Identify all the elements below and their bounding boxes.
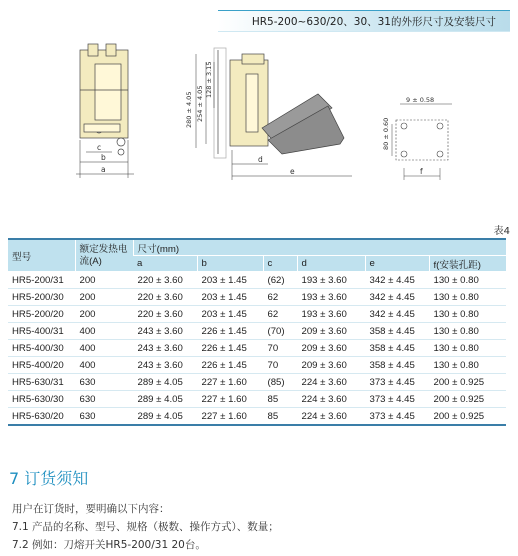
table-row: [8, 408, 506, 426]
table-cell: 227 ± 1.60: [197, 391, 263, 408]
table-cell: 200 ± 0.925: [429, 374, 506, 391]
table-cell: 130 ± 0.80: [429, 323, 506, 340]
table-row: [8, 391, 506, 408]
table-cell: HR5-400/31: [8, 323, 75, 340]
table-cell: 358 ± 4.45: [365, 340, 429, 357]
table-cell: HR5-400/30: [8, 340, 75, 357]
table-cell: (85): [263, 374, 297, 391]
table-row: [8, 340, 506, 357]
table-cell: 203 ± 1.45: [197, 272, 263, 289]
order-item-1: 7.1 产品的名称、型号、规格（极数、操作方式）、数量；: [12, 521, 279, 533]
table-cell: HR5-400/20: [8, 357, 75, 374]
table-cell: 130 ± 0.80: [429, 289, 506, 306]
table-cell: 342 ± 4.45: [365, 306, 429, 323]
table-cell: HR5-200/31: [8, 272, 75, 289]
table-cell: 200: [75, 289, 133, 306]
table-cell: 85: [263, 408, 297, 426]
header-model: 型号: [8, 239, 75, 272]
table-cell: 358 ± 4.45: [365, 323, 429, 340]
table-row: [8, 323, 506, 340]
table-cell: (70): [263, 323, 297, 340]
dim-label-80: 80 ± 0.60: [382, 117, 390, 150]
dimension-table: [8, 238, 506, 426]
table-cell: 373 ± 4.45: [365, 408, 429, 426]
dim-label-254: 254 ± 4.05: [196, 85, 204, 122]
table-cell: 224 ± 3.60: [297, 408, 365, 426]
table-cell: 224 ± 3.60: [297, 374, 365, 391]
dim-label-d: d: [258, 155, 263, 164]
table-cell: 130 ± 0.80: [429, 272, 506, 289]
table-cell: 200: [75, 306, 133, 323]
dim-label-e: e: [290, 167, 295, 176]
header-c: c: [263, 256, 297, 272]
table-cell: 193 ± 3.60: [297, 272, 365, 289]
header-b: b: [197, 256, 263, 272]
table-cell: 243 ± 3.60: [133, 323, 197, 340]
drawing-title: HR5-200~630/20、30、31的外形尺寸及安装尺寸: [251, 16, 496, 28]
dim-label-9: 9 ± 0.58: [406, 96, 435, 104]
table-cell: HR5-200/30: [8, 289, 75, 306]
header-f: f(安装孔距): [429, 256, 506, 272]
dim-label-f: f: [420, 167, 423, 176]
table-cell: 226 ± 1.45: [197, 323, 263, 340]
table-cell: 70: [263, 357, 297, 374]
table-cell: 70: [263, 340, 297, 357]
table-cell: 630: [75, 391, 133, 408]
dim-label-280: 280 ± 4.05: [185, 91, 193, 128]
table-number: 表4: [493, 226, 510, 237]
table-cell: HR5-200/20: [8, 306, 75, 323]
table-row: [8, 374, 506, 391]
table-cell: 226 ± 1.45: [197, 340, 263, 357]
table-cell: 373 ± 4.45: [365, 374, 429, 391]
dim-label-b: b: [101, 153, 106, 162]
table-cell: 289 ± 4.05: [133, 374, 197, 391]
table-cell: 400: [75, 357, 133, 374]
table-cell: 358 ± 4.45: [365, 357, 429, 374]
table-cell: 227 ± 1.60: [197, 374, 263, 391]
table-cell: 224 ± 3.60: [297, 391, 365, 408]
table-cell: 130 ± 0.80: [429, 357, 506, 374]
table-cell: 289 ± 4.05: [133, 408, 197, 426]
table-cell: 220 ± 3.60: [133, 306, 197, 323]
table-cell: 630: [75, 374, 133, 391]
table-cell: 289 ± 4.05: [133, 391, 197, 408]
dim-label-c: c: [97, 143, 102, 152]
table-cell: 193 ± 3.60: [297, 289, 365, 306]
table-cell: 209 ± 3.60: [297, 340, 365, 357]
table-cell: 220 ± 3.60: [133, 289, 197, 306]
table-cell: 227 ± 1.60: [197, 408, 263, 426]
header-rated-current: 额定发热电流(A): [75, 239, 133, 272]
table-cell: 220 ± 3.60: [133, 272, 197, 289]
header-d: d: [297, 256, 365, 272]
table-cell: 226 ± 1.45: [197, 357, 263, 374]
table-cell: 342 ± 4.45: [365, 289, 429, 306]
table-cell: 209 ± 3.60: [297, 323, 365, 340]
order-item-2: 7.2 例如：刀熔开关HR5-200/31 20台。: [12, 539, 206, 551]
table-cell: 62: [263, 289, 297, 306]
header-a: a: [133, 256, 197, 272]
header-e: e: [365, 256, 429, 272]
table-row: [8, 306, 506, 323]
side-view: [214, 48, 344, 158]
table-cell: 130 ± 0.80: [429, 340, 506, 357]
table-cell: 130 ± 0.80: [429, 306, 506, 323]
table-cell: 85: [263, 391, 297, 408]
front-view: [80, 44, 128, 155]
table-cell: 193 ± 3.60: [297, 306, 365, 323]
dim-label-128: 128 ± 3.15: [205, 61, 213, 98]
table-cell: 400: [75, 340, 133, 357]
table-cell: 243 ± 3.60: [133, 357, 197, 374]
table-cell: 373 ± 4.45: [365, 391, 429, 408]
drawing-title-banner: [218, 10, 510, 32]
table-cell: 342 ± 4.45: [365, 272, 429, 289]
dim-label-a: a: [101, 165, 106, 174]
table-cell: 400: [75, 323, 133, 340]
table-cell: 200 ± 0.925: [429, 408, 506, 426]
table-cell: 200: [75, 272, 133, 289]
table-cell: (62): [263, 272, 297, 289]
table-cell: 203 ± 1.45: [197, 306, 263, 323]
header-dimensions: 尺寸(mm): [133, 239, 506, 256]
table-cell: HR5-630/20: [8, 408, 75, 426]
table-row: [8, 289, 506, 306]
table-row: [8, 357, 506, 374]
table-body: [8, 272, 506, 426]
order-intro: 用户在订货时，要明确以下内容：: [12, 503, 170, 515]
table-cell: 209 ± 3.60: [297, 357, 365, 374]
table-cell: 200 ± 0.925: [429, 391, 506, 408]
table-cell: 62: [263, 306, 297, 323]
dimension-drawing: [0, 30, 518, 220]
table-cell: 243 ± 3.60: [133, 340, 197, 357]
section-title: 7 订货须知: [9, 469, 89, 488]
table-cell: HR5-630/30: [8, 391, 75, 408]
table-cell: 630: [75, 408, 133, 426]
table-cell: 203 ± 1.45: [197, 289, 263, 306]
table-row: [8, 272, 506, 289]
table-cell: HR5-630/31: [8, 374, 75, 391]
